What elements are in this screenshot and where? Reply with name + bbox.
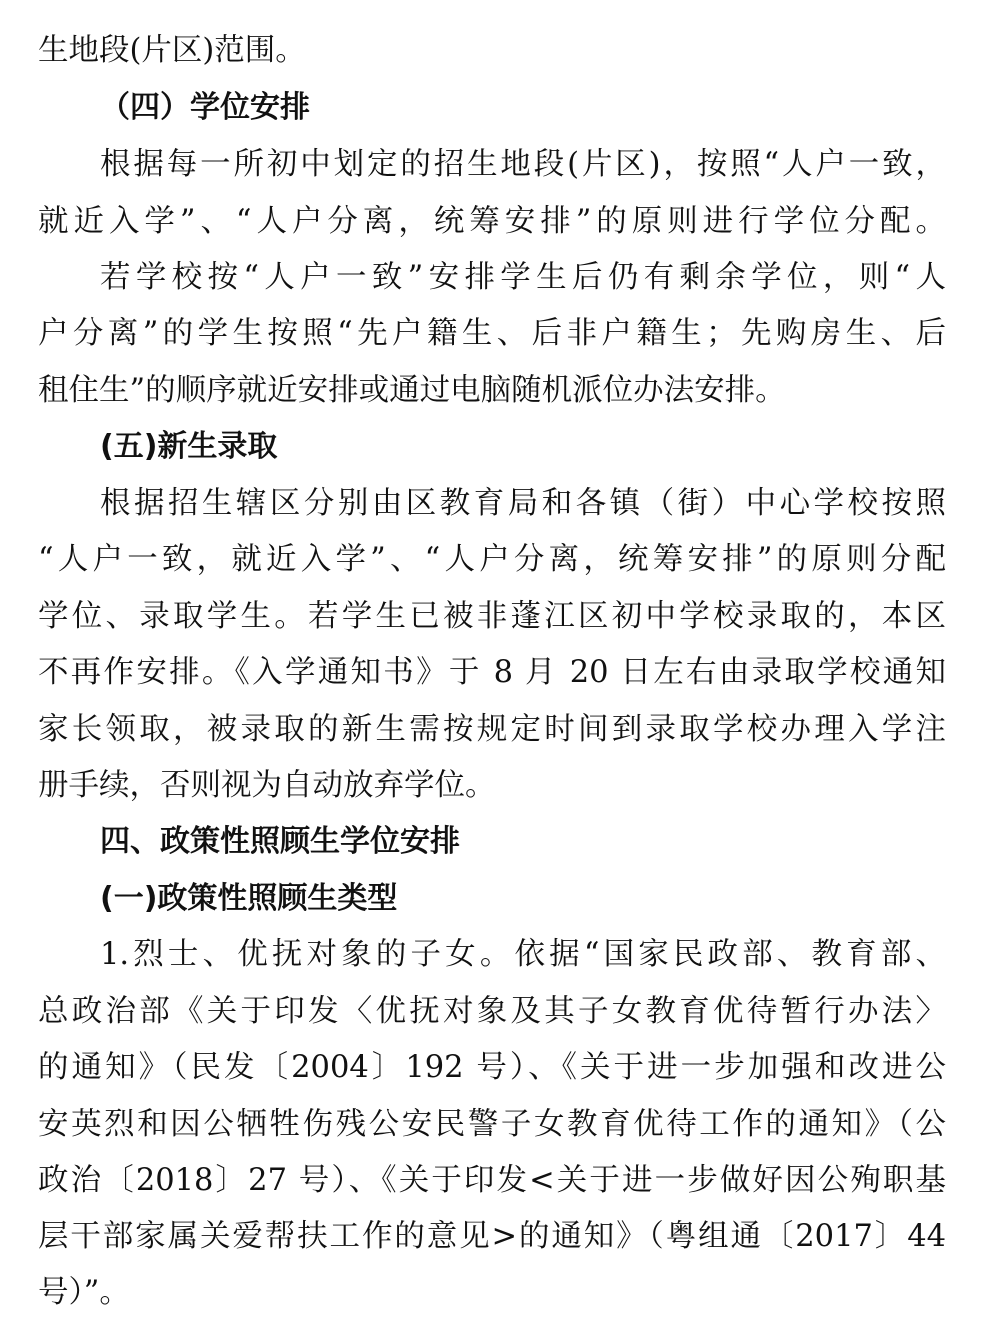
paragraph-line: 就近入学”、“人户分离，统筹安排”的原则进行学位分配。 [38, 204, 946, 239]
paragraph-line: 学位、录取学生。若学生已被非蓬江区初中学校录取的，本区 [38, 599, 946, 634]
section-heading-4: （四）学位安排 [100, 90, 310, 125]
paragraph-line: 户分离”的学生按照“先户籍生、后非户籍生；先购房生、后 [38, 316, 946, 351]
paragraph-line: 册手续，否则视为自动放弃学位。 [38, 768, 496, 803]
chapter-heading-4: 四、政策性照顾生学位安排 [100, 824, 460, 859]
paragraph-line: 号）”。 [38, 1275, 130, 1310]
section-heading-5: (五)新生录取 [100, 429, 278, 464]
paragraph-line: 根据招生辖区分别由区教育局和各镇（街）中心学校按照 [100, 486, 946, 521]
paragraph-line: “人户一致，就近入学”、“人户分离，统筹安排”的原则分配 [38, 542, 946, 577]
paragraph-line: 若学校按“人户一致”安排学生后仍有剩余学位，则“人 [100, 260, 946, 295]
paragraph-line: 政治〔2018〕27 号）、《关于印发<关于进一步做好因公殉职基 [38, 1163, 946, 1198]
paragraph-line: 总政治部《关于印发〈优抚对象及其子女教育优待暂行办法〉 [38, 994, 946, 1029]
paragraph-line: 租住生”的顺序就近安排或通过电脑随机派位办法安排。 [38, 373, 786, 408]
paragraph-line: 家长领取，被录取的新生需按规定时间到录取学校办理入学注 [38, 712, 946, 747]
paragraph-line: 1.烈士、优抚对象的子女。依据“国家民政部、教育部、 [100, 937, 946, 972]
paragraph-line: 生地段(片区)范围。 [38, 33, 306, 68]
paragraph-line: 的通知》（民发〔2004〕192 号）、《关于进一步加强和改进公 [38, 1050, 946, 1085]
paragraph-line: 安英烈和因公牺牲伤残公安民警子女教育优待工作的通知》（公 [38, 1107, 946, 1142]
paragraph-line: 不再作安排。《入学通知书》于 8 月 20 日左右由录取学校通知 [38, 655, 946, 690]
paragraph-line: 层干部家属关爱帮扶工作的意见>的通知》（粤组通〔2017〕44 [38, 1219, 946, 1254]
section-heading-1: (一)政策性照顾生类型 [100, 881, 398, 916]
paragraph-line: 根据每一所初中划定的招生地段(片区)，按照“人户一致， [100, 147, 946, 182]
